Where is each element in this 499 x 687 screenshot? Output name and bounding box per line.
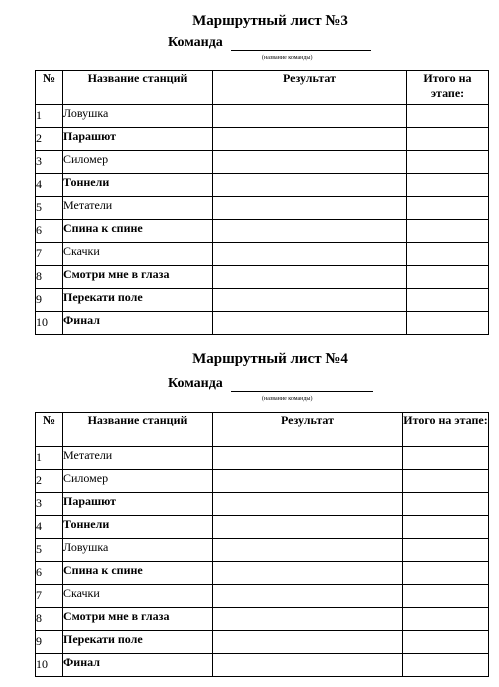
- col-total-header: Итого на этапе:: [403, 413, 489, 447]
- table-row: [36, 654, 489, 677]
- result-cell[interactable]: [213, 105, 407, 128]
- sheet3-team-note: (название команды): [262, 55, 313, 61]
- table-row: [36, 151, 489, 174]
- total-cell[interactable]: [403, 585, 489, 608]
- station-number: 4: [36, 516, 63, 539]
- table-row: [36, 243, 489, 266]
- station-name: Силомер: [63, 151, 213, 174]
- total-cell[interactable]: [407, 289, 489, 312]
- result-cell[interactable]: [213, 539, 403, 562]
- station-number: 7: [36, 585, 63, 608]
- station-name: Скачки: [63, 585, 213, 608]
- sheet3-table: [35, 70, 489, 335]
- table-row: [36, 516, 489, 539]
- station-name: Метатели: [63, 447, 213, 470]
- station-name: Ловушка: [63, 539, 213, 562]
- table-row: [36, 105, 489, 128]
- col-total-header: Итого на этапе:: [407, 71, 489, 105]
- station-name: Перекати поле: [63, 631, 213, 654]
- station-name: Смотри мне в глаза: [63, 608, 213, 631]
- table-row: [36, 585, 489, 608]
- station-number: 10: [36, 654, 63, 677]
- result-cell[interactable]: [213, 608, 403, 631]
- col-result-header: Результат: [213, 71, 407, 105]
- total-cell[interactable]: [403, 493, 489, 516]
- result-cell[interactable]: [213, 585, 403, 608]
- station-number: 5: [36, 539, 63, 562]
- sheet4-team-label: Команда: [168, 376, 223, 391]
- total-cell[interactable]: [403, 539, 489, 562]
- station-number: 3: [36, 151, 63, 174]
- table-row: [36, 447, 489, 470]
- station-name: Финал: [63, 654, 213, 677]
- table-row: [36, 631, 489, 654]
- station-number: 1: [36, 447, 63, 470]
- table-row: [36, 493, 489, 516]
- station-name: Перекати поле: [63, 289, 213, 312]
- station-number: 8: [36, 608, 63, 631]
- total-cell[interactable]: [407, 105, 489, 128]
- result-cell[interactable]: [213, 197, 407, 220]
- col-station-header: Название станций: [63, 413, 213, 447]
- total-cell[interactable]: [403, 516, 489, 539]
- sheet3-title: Маршрутный лист №3: [192, 13, 348, 29]
- result-cell[interactable]: [213, 243, 407, 266]
- station-number: 2: [36, 470, 63, 493]
- result-cell[interactable]: [213, 447, 403, 470]
- station-name: Смотри мне в глаза: [63, 266, 213, 289]
- station-number: 4: [36, 174, 63, 197]
- station-name: Финал: [63, 312, 213, 335]
- total-cell[interactable]: [407, 266, 489, 289]
- sheet4-header-row: [36, 413, 489, 447]
- result-cell[interactable]: [213, 654, 403, 677]
- sheet4-team-field[interactable]: [231, 378, 373, 392]
- table-row: [36, 197, 489, 220]
- result-cell[interactable]: [213, 289, 407, 312]
- sheet3-team-field[interactable]: [231, 37, 371, 51]
- total-cell[interactable]: [407, 197, 489, 220]
- col-station-header: Название станций: [63, 71, 213, 105]
- station-name: Ловушка: [63, 105, 213, 128]
- station-number: 6: [36, 562, 63, 585]
- station-number: 2: [36, 128, 63, 151]
- station-name: Метатели: [63, 197, 213, 220]
- station-number: 1: [36, 105, 63, 128]
- total-cell[interactable]: [407, 220, 489, 243]
- total-cell[interactable]: [403, 608, 489, 631]
- station-name: Скачки: [63, 243, 213, 266]
- total-cell[interactable]: [403, 447, 489, 470]
- total-cell[interactable]: [407, 151, 489, 174]
- station-number: 6: [36, 220, 63, 243]
- result-cell[interactable]: [213, 266, 407, 289]
- station-number: 10: [36, 312, 63, 335]
- result-cell[interactable]: [213, 312, 407, 335]
- station-name: Спина к спине: [63, 562, 213, 585]
- station-name: Силомер: [63, 470, 213, 493]
- station-number: 9: [36, 289, 63, 312]
- col-num-header: №: [36, 71, 63, 105]
- station-name: Спина к спине: [63, 220, 213, 243]
- total-cell[interactable]: [403, 654, 489, 677]
- result-cell[interactable]: [213, 151, 407, 174]
- sheet3-team-label: Команда: [168, 35, 223, 50]
- result-cell[interactable]: [213, 128, 407, 151]
- total-cell[interactable]: [407, 128, 489, 151]
- total-cell[interactable]: [407, 312, 489, 335]
- result-cell[interactable]: [213, 493, 403, 516]
- table-row: [36, 289, 489, 312]
- sheet3-header-row: [36, 71, 489, 105]
- station-name: Тоннели: [63, 516, 213, 539]
- table-row: [36, 562, 489, 585]
- result-cell[interactable]: [213, 174, 407, 197]
- table-row: [36, 312, 489, 335]
- station-name: Парашют: [63, 128, 213, 151]
- col-result-header: Результат: [213, 413, 403, 447]
- total-cell[interactable]: [407, 243, 489, 266]
- result-cell[interactable]: [213, 516, 403, 539]
- station-number: 9: [36, 631, 63, 654]
- station-number: 8: [36, 266, 63, 289]
- result-cell[interactable]: [213, 631, 403, 654]
- station-number: 3: [36, 493, 63, 516]
- total-cell[interactable]: [403, 631, 489, 654]
- total-cell[interactable]: [403, 470, 489, 493]
- sheet4-team-note: (название команды): [262, 396, 313, 402]
- sheet4-table: [35, 412, 489, 677]
- table-row: [36, 470, 489, 493]
- result-cell[interactable]: [213, 470, 403, 493]
- result-cell[interactable]: [213, 562, 403, 585]
- table-row: [36, 539, 489, 562]
- table-row: [36, 266, 489, 289]
- station-number: 5: [36, 197, 63, 220]
- station-name: Парашют: [63, 493, 213, 516]
- sheet3-team-line: [168, 35, 371, 51]
- result-cell[interactable]: [213, 220, 407, 243]
- col-num-header: №: [36, 413, 63, 447]
- sheet4-title: Маршрутный лист №4: [192, 351, 348, 367]
- station-name: Тоннели: [63, 174, 213, 197]
- table-row: [36, 220, 489, 243]
- station-number: 7: [36, 243, 63, 266]
- table-row: [36, 174, 489, 197]
- total-cell[interactable]: [407, 174, 489, 197]
- total-cell[interactable]: [403, 562, 489, 585]
- table-row: [36, 128, 489, 151]
- table-row: [36, 608, 489, 631]
- sheet4-team-line: [168, 376, 373, 392]
